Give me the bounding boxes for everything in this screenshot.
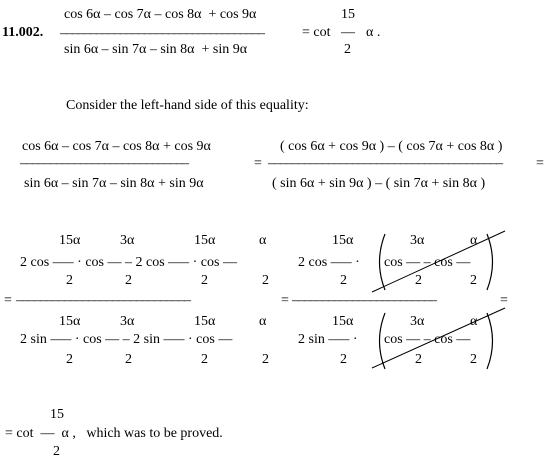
problem-frac-denominator: 2 — [344, 42, 351, 57]
step2-den-two-1: 2 — [66, 352, 73, 367]
step2-num-3a-1: 3α — [120, 233, 135, 248]
step2-den-15a-1: 15α — [59, 314, 81, 329]
step2-r-num-two: 2 — [340, 273, 347, 288]
step1-lhs-denominator: sin 6α – sin 7α – sin 8α + sin 9α — [24, 176, 204, 191]
step2-den-15a-2: 15α — [194, 314, 216, 329]
step2-num-two-3: 2 — [201, 273, 208, 288]
right-paren-top — [487, 234, 493, 290]
step2-cos-line: 2 cos ––– · cos –– – 2 cos ––– · cos –– — [20, 255, 237, 270]
step2-r-inner-two-1: 2 — [415, 273, 422, 288]
step2-den-two-2: 2 — [125, 352, 132, 367]
step2-num-two-1: 2 — [66, 273, 73, 288]
step2-equals-right: = — [500, 293, 508, 308]
conclusion-line: = cot –– α , which was to be proved. — [5, 426, 223, 441]
step1-equals-2: = — [536, 156, 544, 171]
conclusion-frac-numerator: 15 — [50, 407, 64, 422]
step1-rhs-numerator: ( cos 6α + cos 9α ) – ( cos 7α + cos 8α ) — [280, 139, 503, 154]
step2-r-num-alpha: α — [470, 233, 478, 248]
problem-frac-numerator: 15 — [341, 7, 355, 22]
step2-main-rule-2: –––––––––––––––––––––––– — [292, 293, 436, 308]
strike-line-top — [372, 231, 505, 292]
step2-r-inner-two-3: 2 — [415, 352, 422, 367]
problem-fraction-rule: –––––––––––––––––––––––––––––––––– — [60, 26, 264, 41]
problem-numerator: cos 6α – cos 7α – cos 8α + cos 9α — [64, 7, 257, 22]
step1-rhs-rule: ––––––––––––––––––––––––––––––––––––––– — [268, 156, 502, 171]
problem-number: 11.002. — [2, 25, 44, 40]
step2-den-alpha: α — [259, 314, 267, 329]
step2-num-two-2: 2 — [125, 273, 132, 288]
step2-r-inner-cos: cos –– – cos –– — [384, 255, 471, 270]
step2-num-15a-2: 15α — [194, 233, 216, 248]
step2-r-den-alpha: α — [470, 314, 478, 329]
step2-r-den-two: 2 — [340, 352, 347, 367]
problem-denominator: sin 6α – sin 7α – sin 8α + sin 9α — [64, 42, 248, 57]
step2-r-sin-line: 2 sin ––– · — [298, 332, 358, 347]
step2-den-3a-1: 3α — [120, 314, 135, 329]
step2-den-two-3: 2 — [201, 352, 208, 367]
step2-sin-line: 2 sin ––– · cos –– – 2 sin ––– · cos –– — [20, 332, 233, 347]
step1-lhs-rule: –––––––––––––––––––––––––––– — [20, 156, 188, 171]
step2-equals-mid: = — [281, 293, 289, 308]
step1-equals-1: = — [254, 156, 262, 171]
step2-num-two-4: 2 — [262, 273, 269, 288]
strike-line-bottom — [372, 308, 505, 368]
step1-lhs-numerator: cos 6α – cos 7α – cos 8α + cos 9α — [22, 139, 211, 154]
left-paren-top — [380, 234, 386, 290]
step2-r-cos-line: 2 cos ––– · — [298, 255, 360, 270]
step2-main-rule-1: ––––––––––––––––––––––––––––– — [16, 293, 190, 308]
conclusion-frac-denominator: 2 — [53, 444, 60, 459]
step2-num-15a-1: 15α — [59, 233, 81, 248]
problem-alpha: α . — [366, 25, 381, 40]
step2-equals-left: = — [4, 293, 12, 308]
step2-r-num-15a: 15α — [332, 233, 354, 248]
problem-frac-bar: –– — [341, 25, 355, 40]
step1-rhs-denominator: ( sin 6α + sin 9α ) – ( sin 7α + sin 8α ) — [272, 176, 486, 191]
left-paren-bottom — [380, 313, 386, 369]
step2-num-alpha: α — [259, 233, 267, 248]
step2-r-inner-two-2: 2 — [470, 273, 477, 288]
step2-r-num-3a: 3α — [410, 233, 425, 248]
step2-den-two-4: 2 — [262, 352, 269, 367]
problem-equals-cot: = cot — [302, 25, 331, 40]
step2-r-inner-cos-b: cos –– – cos –– — [384, 332, 471, 347]
right-paren-bottom — [487, 313, 493, 369]
step2-r-den-3a: 3α — [410, 314, 425, 329]
intro-text: Consider the left-hand side of this equality: — [66, 98, 309, 113]
step2-r-inner-two-4: 2 — [470, 352, 477, 367]
step2-r-den-15a: 15α — [332, 314, 354, 329]
